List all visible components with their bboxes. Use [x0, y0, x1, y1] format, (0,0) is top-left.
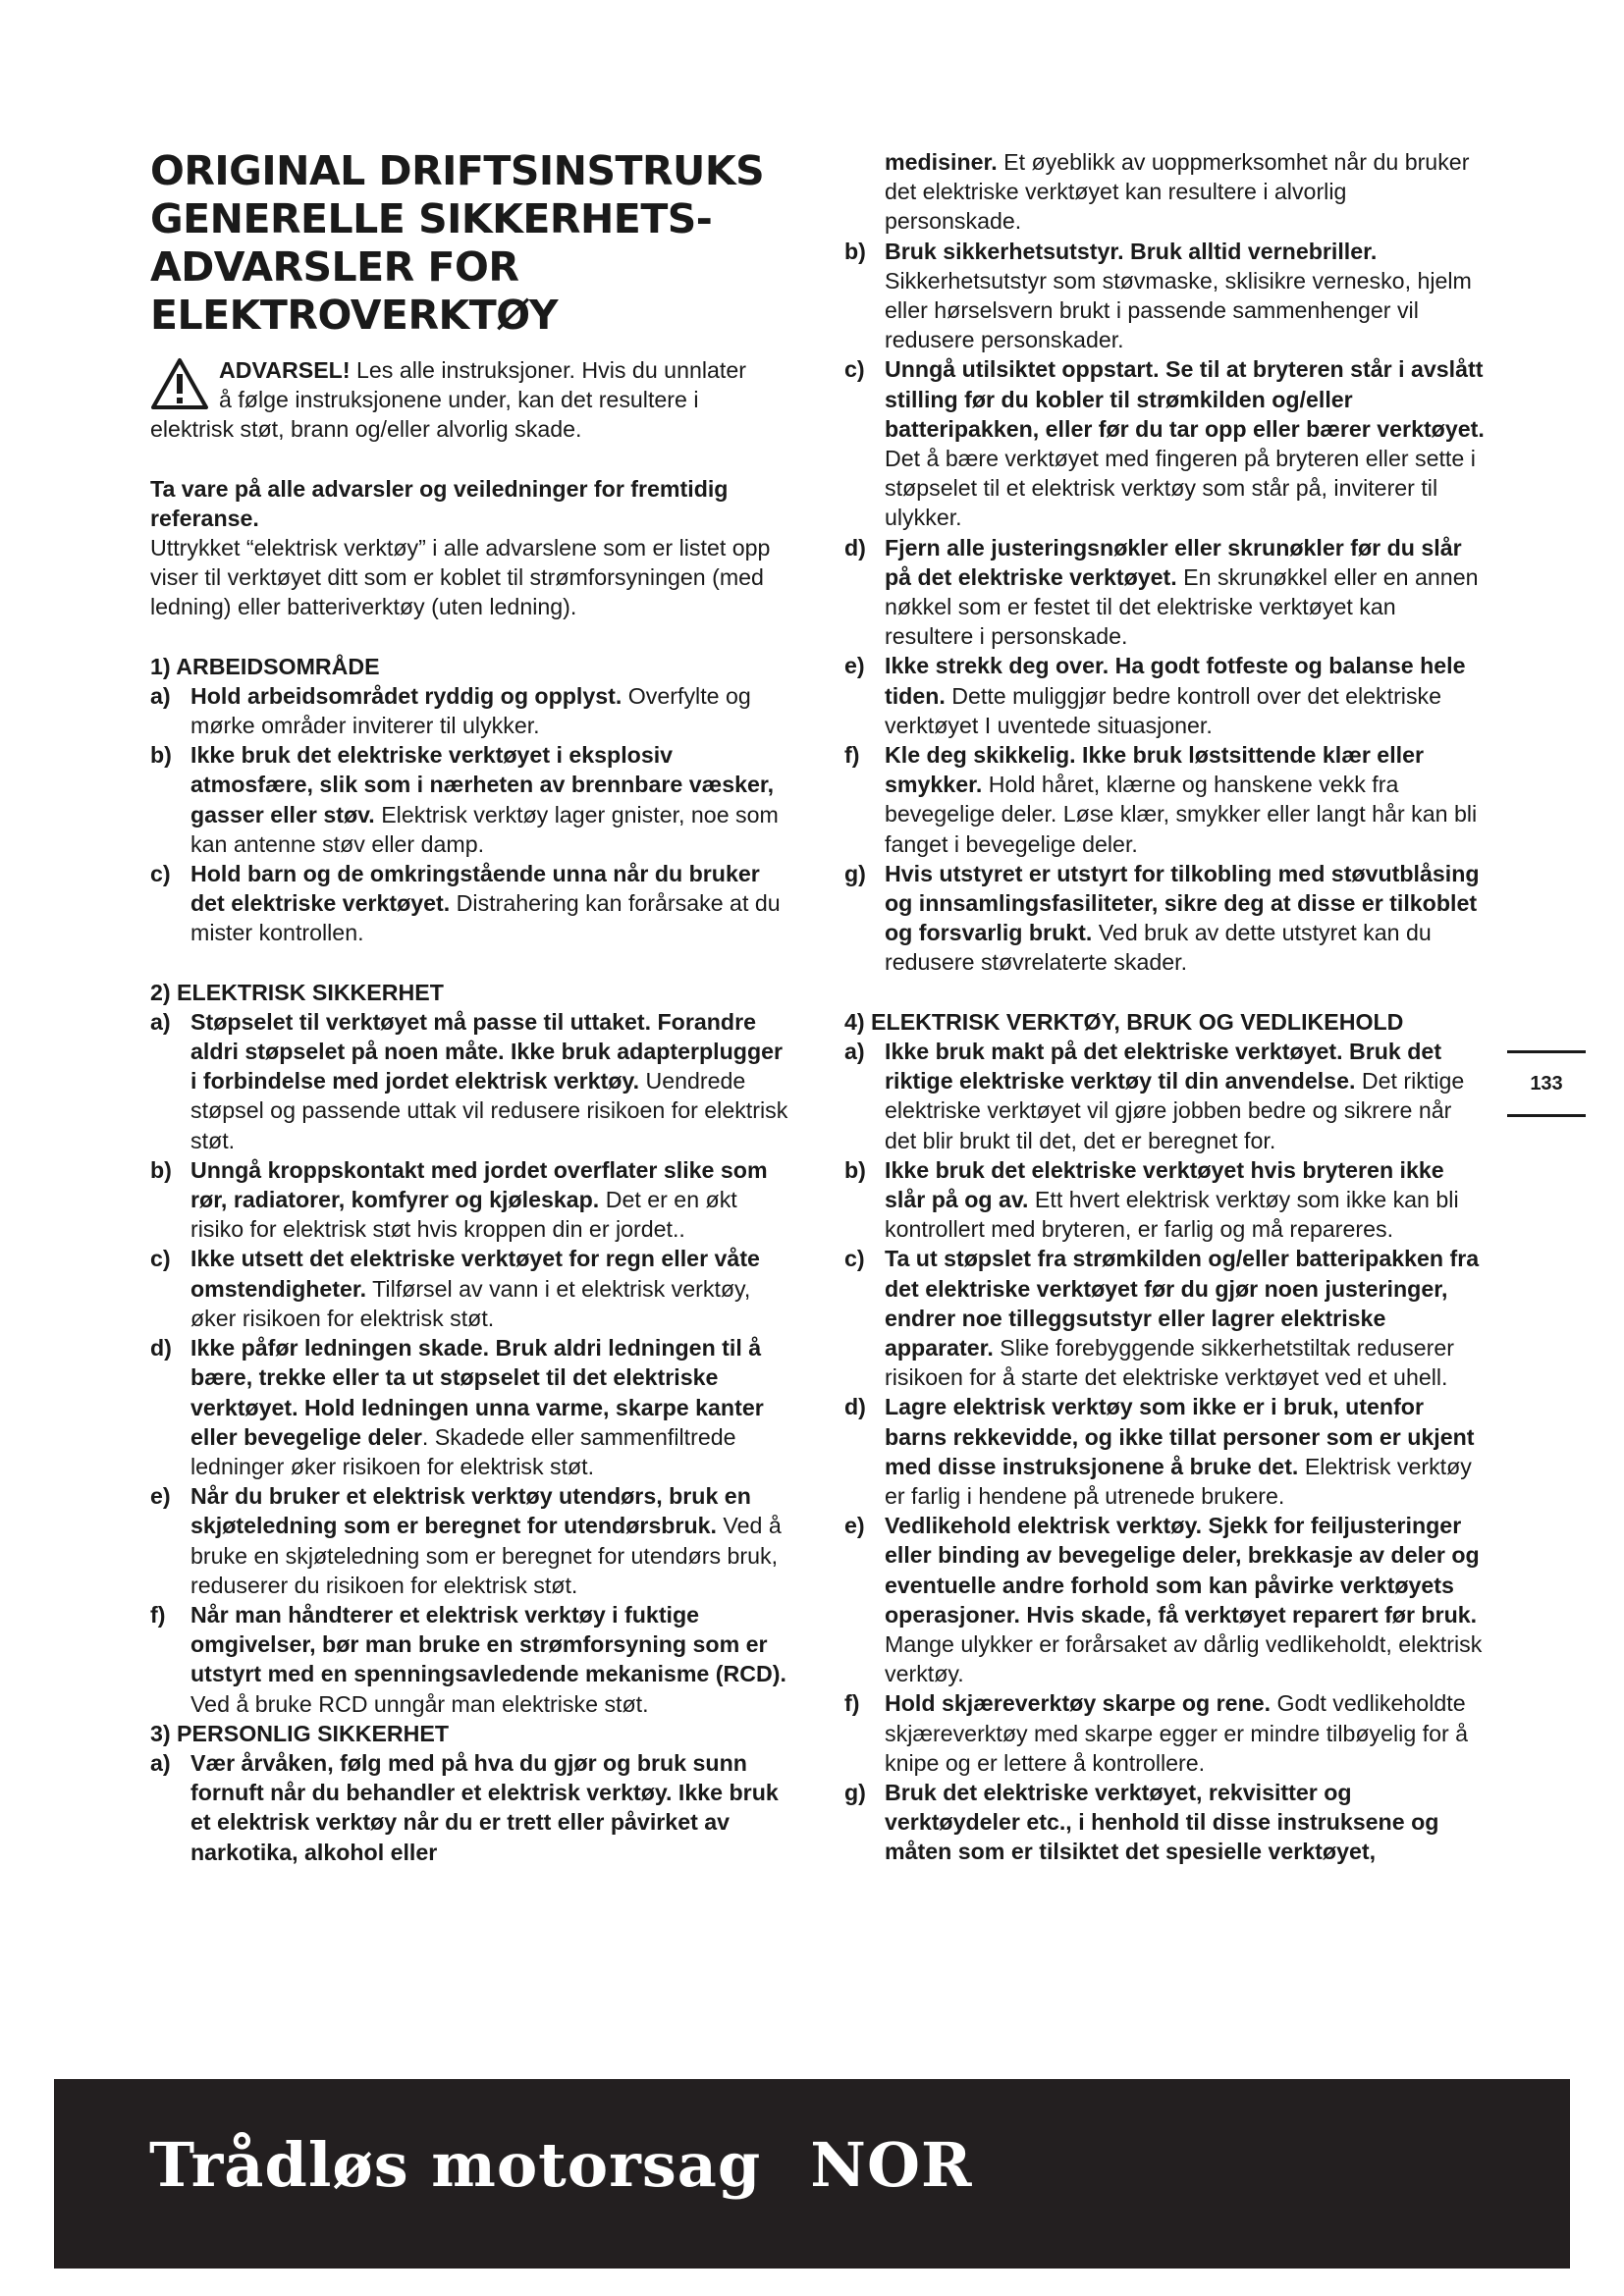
title-line: ORIGINAL DRIFTSINSTRUKS: [150, 147, 765, 194]
list-item: [150, 859, 793, 948]
item-letter: c): [150, 861, 171, 887]
section: [150, 1719, 793, 1867]
item-text: Elektrisk verktøy er farlig i hendene på utrenede brukere.: [885, 1453, 1472, 1509]
list-item: [150, 1481, 793, 1600]
item-letter: g): [844, 1779, 866, 1805]
item-text: Hold håret, klærne og hanskene vekk fra bevegelige deler. Løse klær, smykker eller langt hår kan bli fanget i bevegelige deler.: [885, 772, 1478, 857]
page-number: 133: [1507, 1050, 1586, 1117]
warning-block: [150, 355, 793, 445]
item-bold-text: Fjern alle justeringsnøkler eller skrunøkler før du slår på det elektriske verktøyet.: [885, 534, 1462, 590]
list-item: [150, 681, 793, 740]
item-letter: d): [844, 534, 866, 561]
item-text: Elektrisk verktøy lager gnister, noe som kan antenne støv eller damp.: [190, 801, 779, 857]
item-letter: c): [844, 1246, 865, 1272]
warning-line: å følge instruksjonene under, kan det resultere i: [219, 387, 699, 413]
list-item: [844, 1688, 1488, 1778]
item-text: Slike forebyggende sikkerhetstiltak reduserer risikoen for å starte det elektriske verktøyet ved et uhell.: [885, 1334, 1454, 1391]
item-bold-text: Kle deg skikkelig. Ikke bruk løstsittende klær eller smykker.: [885, 742, 1424, 798]
list-item: [150, 1155, 793, 1245]
footer-banner: [54, 2079, 1570, 2269]
item-letter: b): [150, 1156, 172, 1183]
item-text: Det å bære verktøyet med fingeren på bryteren eller sette i støpselet til et elektrisk verktøy som står på, inviterer til ulykker.: [885, 446, 1476, 531]
item-bold-text: Ikke bruk det elektriske verktøyet i eksplosiv atmosfære, slik som i nærheten av brennbare væsker, gasser eller støv.: [190, 742, 775, 828]
item-text: Det er en økt risiko for elektrisk støt hvis kroppen din er jordet..: [190, 1187, 737, 1243]
item-letter: a): [150, 682, 171, 709]
item-bold-text: Hvis utstyret er utstyrt for tilkobling med støvutblåsing og innsamlingsfasiliteter, sikre deg at disse er tilkoblet og forsvarlig brukt.: [885, 860, 1480, 946]
item-text: En skrunøkkel eller en annen nøkkel som er festet til det elektriske verktøyet kan resultere i personskade.: [885, 563, 1479, 650]
item-bold-text: Når man håndterer et elektrisk verktøy i fuktige omgivelser, bør man bruke en strømforsyning som er utstyrt med en spenningsavledende mekanisme (RCD).: [190, 1601, 786, 1687]
warning-text: Les alle instruksjoner. Hvis du unnlater: [350, 357, 746, 383]
item-bold-text: Ikke påfør ledningen skade. Bruk aldri ledningen til å bære, trekke eller ta ut støpselet til det elektriske verktøyet. Hold ledningen unna varme, skarpe kanter eller bevegelige deler: [190, 1335, 764, 1450]
list-item: [150, 740, 793, 859]
section: [844, 237, 1488, 978]
item-letter: g): [844, 860, 866, 886]
item-letter: a): [844, 1038, 865, 1064]
item-bold-text: Bruk det elektriske verktøyet, rekvisitter og verktøydeler etc., i henhold til disse instruksene og måten som er tilsiktet det spesielle verktøyet,: [885, 1779, 1439, 1865]
warning-label: ADVARSEL!: [219, 357, 351, 383]
item-letter: a): [150, 1749, 171, 1776]
product-name: Trådløs motorsag: [149, 2129, 762, 2201]
continued-item: [844, 147, 1488, 237]
item-letter: c): [844, 356, 865, 383]
item-letter: e): [150, 1483, 171, 1510]
title-line: ELEKTROVERKTØY: [150, 292, 559, 339]
warning-line: [150, 355, 793, 385]
footer-title: [149, 2126, 972, 2205]
item-bold-text: Ikke utsett det elektriske verktøyet for regn eller våte omstendigheter.: [190, 1246, 760, 1302]
item-text: Sikkerhetsutstyr som støvmaske, sklisikre vernesko, hjelm eller hørselsvern brukt i passende sammenhenger vil redusere personskader.: [885, 267, 1472, 353]
list-item: [844, 354, 1488, 532]
list-item: [844, 1037, 1488, 1155]
language-code: NOR: [810, 2129, 973, 2201]
list-item: [150, 1244, 793, 1333]
list-item: [844, 1778, 1488, 1867]
item-bold-text: Ikke bruk det elektriske verktøyet hvis bryteren ikke slår på og av.: [885, 1156, 1444, 1212]
item-bold-text: medisiner.: [885, 149, 998, 175]
list-item: [844, 1155, 1488, 1245]
list-item: [150, 1333, 793, 1481]
item-text: Det riktige elektriske verktøyet vil gjøre jobben bedre og sikrere når det blir brukt til det, det er beregnet for.: [885, 1068, 1465, 1153]
section: [844, 1007, 1488, 1867]
list-item: [844, 740, 1488, 859]
item-bold-text: Når du bruker et elektrisk verktøy utendørs, bruk en skjøteledning som er beregnet for utendørsbruk.: [190, 1483, 751, 1539]
item-text: Mange ulykker er forårsaket av dårlig vedlikeholdt, elektrisk verktøy.: [885, 1630, 1483, 1687]
item-bold-text: Ta ut støpslet fra strømkilden og/eller batteripakken fra det elektriske verktøyet før du gjør noen justeringer, endrer noe tilleggsutstyr eller lagrer elektriske apparater.: [885, 1246, 1480, 1361]
item-bold-text: Unngå kroppskontakt med jordet overflater slike som rør, radiatorer, komfyrer og kjøleskap.: [190, 1156, 768, 1213]
item-text: Overfylte og mørke områder inviterer til ulykker.: [190, 682, 751, 739]
item-text: Uendrede støpsel og passende uttak vil redusere risikoen for elektrisk støt.: [190, 1068, 788, 1153]
intro-body: Uttrykket “elektrisk verktøy” i alle advarslene som er listet opp viser til verktøyet ditt som er koblet til strømforsyningen (med ledning) eller batteriverktøy (uten ledning).: [150, 535, 771, 620]
item-bold-text: Ikke strekk deg over. Ha godt fotfeste og balanse hele tiden.: [885, 653, 1466, 709]
item-text: Dette muliggjør bedre kontroll over det elektriske verktøyet I uventede situasjoner.: [885, 682, 1442, 738]
list-item: [150, 1007, 793, 1155]
item-bold-text: Hold arbeidsområdet ryddig og opplyst.: [190, 682, 623, 709]
list-item: [844, 859, 1488, 978]
section: [150, 978, 793, 1719]
list-item: [150, 1748, 793, 1867]
item-letter: f): [844, 742, 860, 769]
item-text: Et øyeblikk av uoppmerksomhet når du bruker det elektriske verktøyet kan resultere i alvorlig personskade.: [885, 149, 1470, 235]
title-line: GENERELLE SIKKERHETS-: [150, 195, 713, 242]
page-title: [150, 147, 793, 340]
item-bold-text: Unngå utilsiktet oppstart. Se til at bryteren står i avslått stilling før du kobler til strømkilden og/eller batteripakken, eller før du tar opp eller bærer verktøyet.: [885, 356, 1485, 442]
list-item: [844, 237, 1488, 355]
item-letter: f): [844, 1690, 860, 1717]
right-sections: [844, 237, 1488, 1867]
item-bold-text: Hold barn og de omkringstående unna når du bruker det elektriske verktøyet.: [190, 861, 760, 917]
item-bold-text: Støpselet til verktøyet må passe til uttaket. Forandre aldri støpselet på noen måte. Ikke bruk adapterplugger i forbindelse med jordet elektrisk verktøy.: [190, 1008, 784, 1095]
warning-triangle-icon: [150, 357, 209, 410]
item-bold-text: Bruk sikkerhetsutstyr. Bruk alltid vernebriller.: [885, 238, 1378, 264]
list-item: [844, 651, 1488, 740]
item-letter: d): [844, 1394, 866, 1420]
list-item: [150, 1600, 793, 1719]
list-item: [844, 1511, 1488, 1688]
list-item: [844, 533, 1488, 652]
item-letter: f): [150, 1601, 166, 1628]
right-column: [844, 147, 1488, 1896]
item-text: . Skadede eller sammenfiltrede ledninger øker risikoen for elektrisk støt.: [190, 1423, 736, 1479]
list-item: [844, 147, 1488, 237]
item-bold-text: Ikke bruk makt på det elektriske verktøyet. Bruk det riktige elektriske verktøy til din anvendelse.: [885, 1038, 1442, 1095]
item-bold-text: Vedlikehold elektrisk verktøy. Sjekk for feiljusteringer eller binding av bevegelige deler, brekkasje av deler og eventuelle andre forhold som kan påvirke verktøyets operasjoner. Hvis skade, få verktøyet reparert før bruk.: [885, 1513, 1480, 1628]
intro-block: [150, 474, 793, 622]
item-text: Ved å bruke en skjøteledning som er beregnet for utendørs bruk, reduserer du risikoen for elektrisk støt.: [190, 1513, 782, 1598]
item-letter: e): [844, 653, 865, 679]
section-heading: 2) ELEKTRISK SIKKERHET: [150, 979, 444, 1005]
item-letter: b): [844, 1156, 866, 1183]
intro-heading: Ta vare på alle advarsler og veiledninger for fremtidig referanse.: [150, 475, 729, 531]
item-letter: a): [150, 1008, 171, 1035]
warning-line: elektrisk støt, brann og/eller alvorlig skade.: [150, 416, 582, 443]
section-heading: 3) PERSONLIG SIKKERHET: [150, 1720, 450, 1746]
list-item: [844, 1244, 1488, 1392]
item-bold-text: Hold skjæreverktøy skarpe og rene.: [885, 1690, 1272, 1717]
title-line: ADVARSLER FOR: [150, 243, 519, 291]
section-heading: 1) ARBEIDSOMRÅDE: [150, 653, 380, 679]
item-text: Ved bruk av dette utstyret kan du redusere støvrelaterte skader.: [885, 920, 1432, 976]
section-heading: 4) ELEKTRISK VERKTØY, BRUK OG VEDLIKEHOLD: [844, 1008, 1404, 1035]
item-text: Distrahering kan forårsake at du mister kontrollen.: [190, 890, 781, 946]
item-bold-text: Vær årvåken, følg med på hva du gjør og bruk sunn fornuft når du behandler et elektrisk verktøy. Ikke bruk et elektrisk verktøy når du er trett eller påvirket av narkotika, alkohol eller: [190, 1749, 779, 1865]
item-letter: b): [844, 238, 866, 264]
item-text: Ett hvert elektrisk verktøy som ikke kan bli kontrollert med bryteren, er farlig og må repareres.: [885, 1186, 1459, 1243]
item-letter: b): [150, 742, 172, 769]
item-letter: c): [150, 1246, 171, 1272]
item-bold-text: Lagre elektrisk verktøy som ikke er i bruk, utenfor barns rekkevidde, og ikke tillat personer som er ukjent med disse instruksjonene å bruke det.: [885, 1394, 1475, 1479]
item-text: Tilførsel av vann i et elektrisk verktøy, øker risikoen for elektrisk støt.: [190, 1275, 751, 1331]
item-letter: d): [150, 1335, 172, 1362]
item-text: Godt vedlikeholdte skjæreverktøy med skarpe egger er mindre tilbøyelig for å knipe og er lettere å kontrollere.: [885, 1690, 1469, 1776]
left-sections: [150, 652, 793, 1867]
item-letter: e): [844, 1513, 865, 1539]
left-column: [150, 147, 793, 1896]
section: [150, 652, 793, 948]
item-text: Ved å bruke RCD unngår man elektriske støt.: [190, 1690, 649, 1717]
list-item: [844, 1392, 1488, 1511]
